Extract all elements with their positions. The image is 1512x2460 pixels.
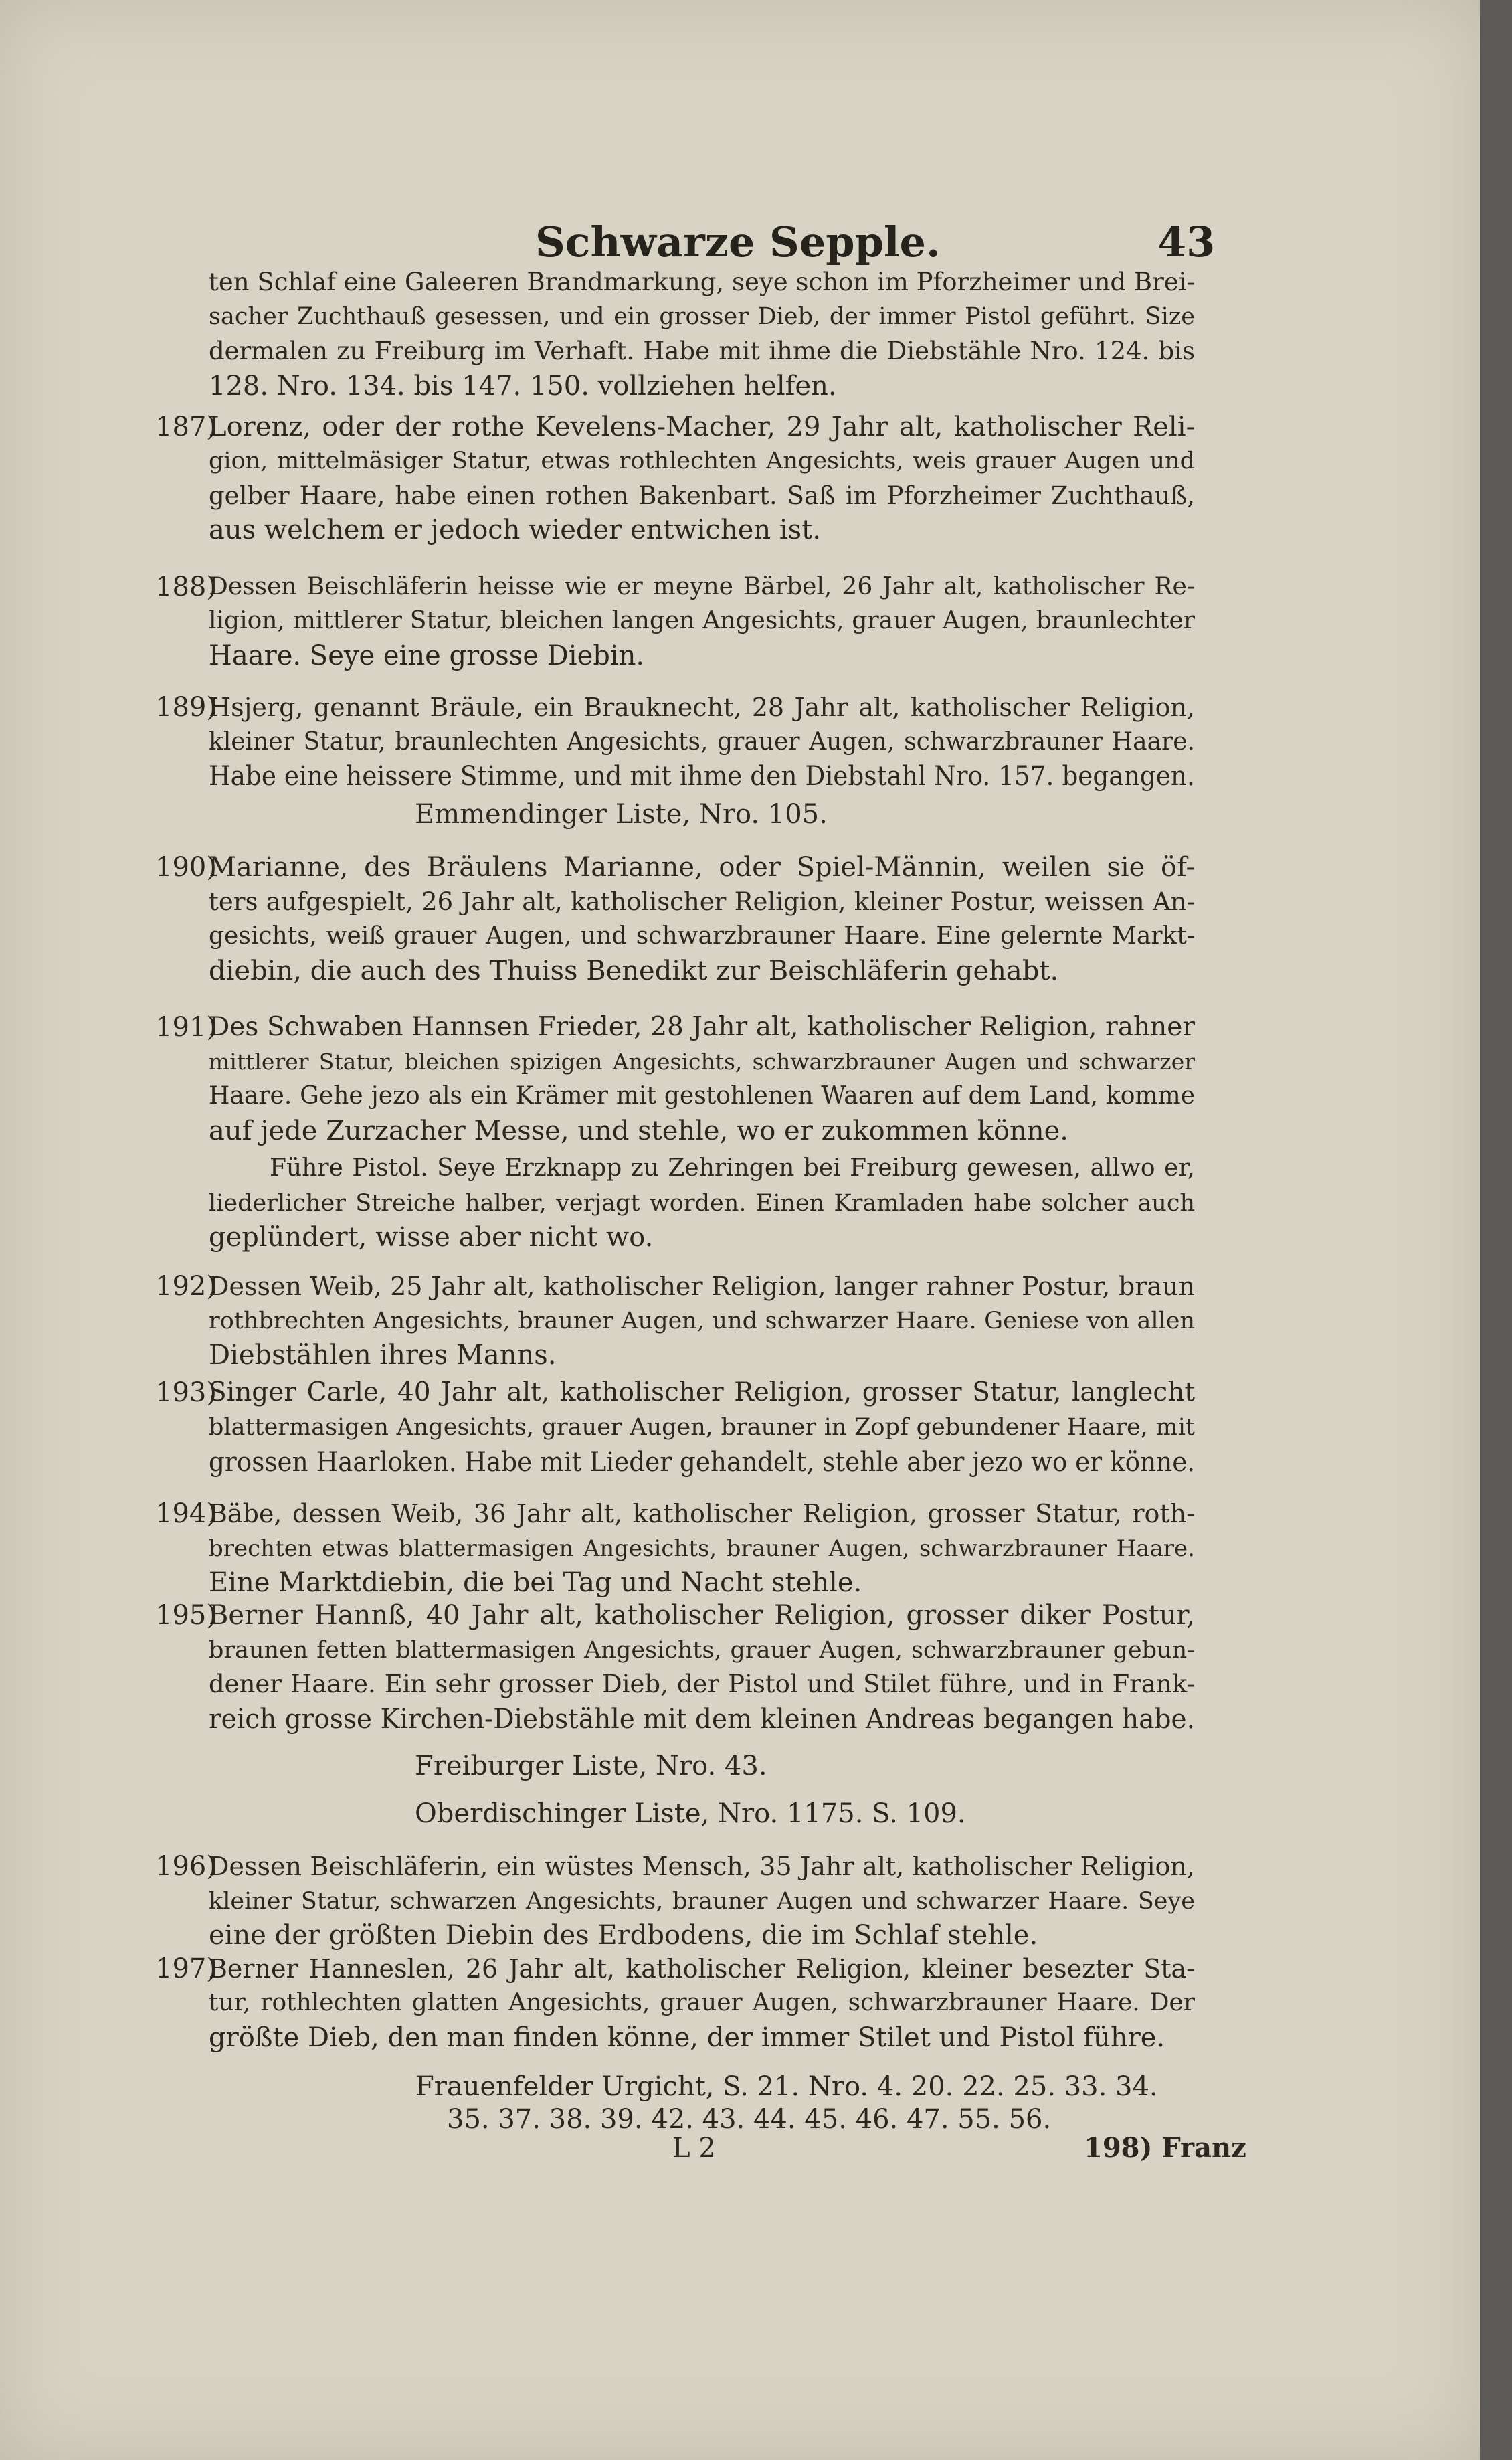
line-text: Frauenfelder Urgicht, S. 21. Nro. 4. 20. 22. 25. 33. 34. (415, 2071, 1158, 2102)
line-text: ligion, mittlerer Statur, bleichen langen Angesichts, grauer Augen, braunlechter (209, 607, 1195, 634)
line-text: ters aufgespielt, 26 Jahr alt, katholischer Religion, kleiner Postur, weissen An- (209, 887, 1195, 916)
entry-line (209, 725, 1195, 760)
line-text: blattermasigen Angesichts, grauer Augen, brauner in Zopf gebundener Haare, mit (209, 1414, 1195, 1441)
line-text: liederlicher Streiche halber, verjagt worden. Einen Kramladen habe solcher auch (209, 1190, 1195, 1217)
line-text: brechten etwas blattermasigen Angesichts, brauner Augen, schwarzbrauner Haare. (209, 1535, 1195, 1562)
text-line (209, 334, 1195, 369)
entry-line (209, 638, 1195, 673)
line-text: 128. Nro. 134. bis 147. 150. vollziehen helfen. (209, 371, 837, 402)
source-reference (415, 1796, 966, 1831)
line-text: diebin, die auch des Thuiss Benedikt zur Beischläferin gehabt. (209, 956, 1059, 986)
entry-line (209, 1045, 1195, 1079)
entry-number: 193) (155, 1377, 217, 1408)
entry-line (209, 1531, 1195, 1566)
signature-mark: L 2 (672, 2133, 716, 2164)
source-reference (415, 1749, 767, 1783)
line-text: Lorenz, oder der rothe Kevelens-Macher, 29 Jahr alt, katholischer Reli- (209, 412, 1195, 442)
line-text: Diebstählen ihres Manns. (209, 1340, 557, 1371)
line-text: dermalen zu Freiburg im Verhaft. Habe mit ihme die Diebstähle Nro. 124. bis (209, 337, 1195, 365)
entry-line (209, 1269, 1195, 1304)
entry-line (209, 919, 1195, 954)
entry-line (209, 478, 1195, 513)
entry-number: 195) (155, 1600, 217, 1631)
entry-line (209, 1598, 1195, 1633)
line-text: gion, mittelmäsiger Statur, etwas rothlechten Angesichts, weis grauer Augen und (209, 448, 1195, 474)
line-text: Habe eine heissere Stimme, und mit ihme den Diebstahl Nro. 157. begangen. (209, 761, 1195, 792)
entry-number: 194) (155, 1498, 217, 1529)
entry-line (209, 954, 1195, 988)
line-text: kleiner Statur, schwarzen Angesichts, brauner Augen und schwarzer Haare. Seye (209, 1888, 1195, 1915)
entry-line (209, 2020, 1195, 2055)
page-number: 43 (1157, 217, 1216, 266)
line-text: Dessen Beischläferin, ein wüstes Mensch, 35 Jahr alt, katholischer Religion, (209, 1852, 1195, 1881)
line-text: auf jede Zurzacher Messe, und stehle, wo er zukommen könne. (209, 1116, 1068, 1146)
line-text: braunen fetten blattermasigen Angesichts, grauer Augen, schwarzbrauner gebun- (209, 1637, 1195, 1664)
entry-number: 189) (155, 692, 217, 723)
line-text: tur, rothlechten glatten Angesichts, grauer Augen, schwarzbrauner Haare. Der (209, 1989, 1195, 2016)
text-line (209, 265, 1195, 300)
line-text: Haare. Seye eine grosse Diebin. (209, 640, 645, 671)
entry-line (209, 1918, 1195, 1953)
entry-line (209, 1010, 1195, 1045)
entry-line (209, 1079, 1195, 1114)
entry-line (209, 1884, 1195, 1919)
entry-number: 190) (155, 852, 217, 883)
entry-number: 196) (155, 1851, 217, 1882)
line-text: Berner Hanneslen, 26 Jahr alt, katholischer Religion, kleiner besezter Sta- (209, 1954, 1195, 1984)
source-reference (415, 2069, 1158, 2104)
entry-line (209, 1702, 1195, 1737)
source-reference (447, 2102, 1051, 2137)
entry-line (209, 1304, 1195, 1338)
entry-line (209, 410, 1195, 444)
line-text: Dessen Beischläferin heisse wie er meyne Bärbel, 26 Jahr alt, katholischer Re- (209, 573, 1195, 600)
text-line (209, 369, 1195, 404)
entry-number: 191) (155, 1012, 217, 1043)
line-text: Berner Hannß, 40 Jahr alt, katholischer Religion, grosser diker Postur, (209, 1600, 1195, 1631)
line-text: reich grosse Kirchen-Diebstähle mit dem kleinen Andreas begangen habe. (209, 1704, 1195, 1735)
line-text: Dessen Weib, 25 Jahr alt, katholischer Religion, langer rahner Postur, braun (209, 1271, 1195, 1301)
line-text: mittlerer Statur, bleichen spizigen Angesichts, schwarzbrauner Augen und schwarzer (209, 1049, 1195, 1075)
line-text: Marianne, des Bräulens Marianne, oder Spiel-Männin, weilen sie öf- (209, 852, 1195, 883)
line-text: sacher Zuchthauß gesessen, und ein grosser Dieb, der immer Pistol geführt. Size (209, 303, 1195, 330)
entry-line (209, 604, 1195, 638)
entry-line (209, 759, 1195, 794)
line-text: Hsjerg, genannt Bräule, ein Brauknecht, 28 Jahr alt, katholischer Religion, (209, 693, 1195, 722)
line-text: Emmendinger Liste, Nro. 105. (415, 799, 828, 830)
line-text: Des Schwaben Hannsen Frieder, 28 Jahr alt, katholischer Religion, rahner (209, 1012, 1195, 1042)
entry-line (209, 513, 1195, 547)
line-text: Bäbe, dessen Weib, 36 Jahr alt, katholischer Religion, grosser Statur, roth- (209, 1499, 1195, 1528)
entry-number: 192) (155, 1271, 217, 1302)
entry-line (209, 690, 1195, 725)
entry-line (209, 1633, 1195, 1668)
line-text: geplündert, wisse aber nicht wo. (209, 1222, 654, 1253)
line-text: Haare. Gehe jezo als ein Krämer mit gestohlenen Waaren auf dem Land, komme (209, 1082, 1195, 1110)
line-text: kleiner Statur, braunlechten Angesichts, grauer Augen, schwarzbrauner Haare. (209, 728, 1195, 756)
entry-line (209, 885, 1195, 919)
entry-number: 187) (155, 412, 217, 442)
text-line (209, 299, 1195, 334)
text-line (209, 1220, 1195, 1255)
entry-line (209, 1114, 1195, 1148)
line-text: Eine Marktdiebin, die bei Tag und Nacht stehle. (209, 1567, 862, 1598)
entry-line (209, 1338, 1195, 1373)
entry-line (209, 1445, 1195, 1480)
entry-line (209, 1496, 1195, 1531)
entry-line (209, 1565, 1195, 1600)
line-text: ten Schlaf eine Galeeren Brandmarkung, seye schon im Pforzheimer und Brei- (209, 268, 1195, 296)
line-text: dener Haare. Ein sehr grosser Dieb, der Pistol und Stilet führe, und in Frank- (209, 1670, 1195, 1698)
line-text: Führe Pistol. Seye Erzknapp zu Zehringen bei Freiburg gewesen, allwo er, (270, 1154, 1195, 1182)
text-line (270, 1151, 1195, 1186)
entry-line (209, 1410, 1195, 1445)
entry-number: 197) (155, 1953, 217, 1984)
entry-line (209, 1849, 1195, 1884)
entry-line (209, 1667, 1195, 1702)
text-line (209, 1186, 1195, 1221)
line-text: Oberdischinger Liste, Nro. 1175. S. 109. (415, 1798, 966, 1829)
entry-line (209, 569, 1195, 604)
line-text: eine der größten Diebin des Erdbodens, die im Schlaf stehle. (209, 1920, 1038, 1951)
line-text: grossen Haarloken. Habe mit Lieder gehandelt, stehle aber jezo wo er könne. (209, 1447, 1196, 1478)
running-title: Schwarze Sepple. (535, 217, 941, 266)
entry-line (209, 444, 1195, 478)
catchword: 198) Franz (1084, 2132, 1246, 2164)
line-text: 35. 37. 38. 39. 42. 43. 44. 45. 46. 47. 55. 56. (447, 2104, 1052, 2135)
line-text: rothbrechten Angesichts, brauner Augen, und schwarzer Haare. Geniese von allen (209, 1308, 1195, 1334)
entry-number: 188) (155, 572, 217, 602)
entry-line (209, 1951, 1195, 1986)
line-text: aus welchem er jedoch wieder entwichen ist. (209, 515, 821, 545)
source-reference (415, 797, 828, 832)
entry-line (209, 1375, 1195, 1410)
line-text: gesichts, weiß grauer Augen, und schwarzbrauner Haare. Eine gelernte Markt- (209, 922, 1195, 950)
line-text: Singer Carle, 40 Jahr alt, katholischer Religion, grosser Statur, langlecht (209, 1377, 1195, 1407)
line-text: Freiburger Liste, Nro. 43. (415, 1751, 767, 1781)
line-text: größte Dieb, den man finden könne, der immer Stilet und Pistol führe. (209, 2022, 1165, 2053)
line-text: gelber Haare, habe einen rothen Bakenbart. Saß im Pforzheimer Zuchthauß, (209, 481, 1195, 510)
entry-line (209, 850, 1195, 885)
entry-line (209, 1986, 1195, 2020)
